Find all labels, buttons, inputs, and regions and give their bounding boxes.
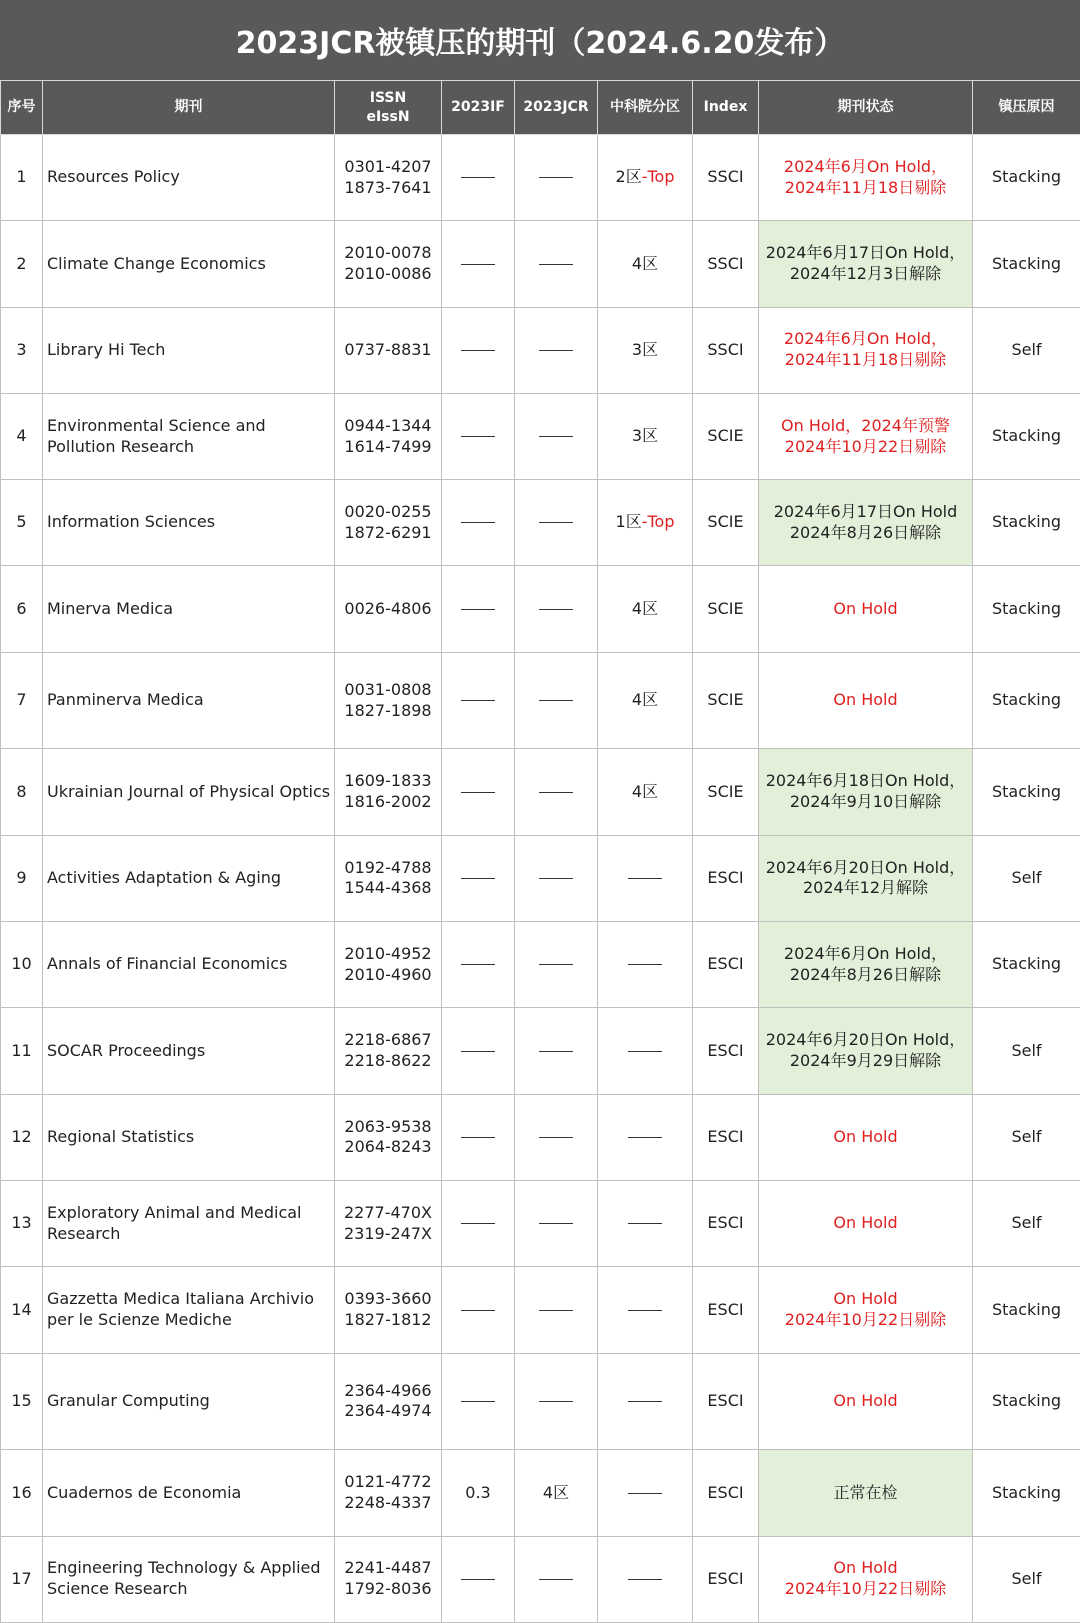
issn-value: 0020-0255 xyxy=(344,502,432,522)
cell-issn xyxy=(335,1450,442,1536)
cell-reason: Self xyxy=(973,1094,1080,1180)
status-line2: 2024年10月22日剔除 xyxy=(784,436,947,456)
status-line1: On Hold xyxy=(833,1126,898,1146)
cell-index: ESCI xyxy=(693,1094,759,1180)
cell-cas xyxy=(598,1008,693,1094)
status-line1: 2024年6月18日On Hold， xyxy=(765,771,966,791)
cell-status xyxy=(759,1008,973,1094)
cell-status xyxy=(759,749,973,835)
empty-dash xyxy=(461,609,495,610)
table-row xyxy=(1,566,1080,652)
empty-dash xyxy=(539,177,573,178)
cas-zone: 4区 xyxy=(631,253,659,273)
empty-dash xyxy=(539,1051,573,1052)
issn-value: 2241-4487 xyxy=(344,1558,432,1578)
cell-issn xyxy=(335,835,442,921)
eissn-value: 1827-1812 xyxy=(344,1309,432,1329)
cell-journal: Ukrainian Journal of Physical Optics xyxy=(43,749,335,835)
cell-index: SSCI xyxy=(693,307,759,393)
status-line2: 2024年9月10日解除 xyxy=(789,792,942,812)
status-line1: 2024年6月20日On Hold， xyxy=(765,857,966,877)
status-line1: 2024年6月On Hold， xyxy=(783,329,948,349)
cell-jcr xyxy=(515,1267,598,1353)
cell-journal: Minerva Medica xyxy=(43,566,335,652)
eissn-value: 2364-4974 xyxy=(344,1401,432,1421)
cell-if xyxy=(442,652,515,749)
cell-no: 6 xyxy=(1,566,43,652)
cas-zone: 4区 xyxy=(631,781,659,801)
cell-if xyxy=(442,1536,515,1622)
cell-no: 3 xyxy=(1,307,43,393)
eissn-value: 2248-4337 xyxy=(344,1492,432,1512)
header-if: 2023IF xyxy=(442,81,515,135)
cell-cas xyxy=(598,922,693,1008)
cell-journal: Cuadernos de Economia xyxy=(43,1450,335,1536)
table-row xyxy=(1,1450,1080,1536)
empty-dash xyxy=(539,964,573,965)
header-jcr: 2023JCR xyxy=(515,81,598,135)
empty-dash xyxy=(461,964,495,965)
cell-if xyxy=(442,835,515,921)
cell-if xyxy=(442,922,515,1008)
eissn-value: 1872-6291 xyxy=(344,522,432,542)
status-line2: 2024年9月29日解除 xyxy=(789,1051,942,1071)
cas-top-badge: -Top xyxy=(641,512,675,532)
cell-no: 1 xyxy=(1,135,43,221)
cell-cas xyxy=(598,749,693,835)
empty-dash xyxy=(461,1137,495,1138)
cell-issn xyxy=(335,1536,442,1622)
table-row xyxy=(1,1008,1080,1094)
cell-index: SCIE xyxy=(693,393,759,479)
cell-journal: Granular Computing xyxy=(43,1353,335,1450)
cell-jcr-value: 4区 xyxy=(542,1482,570,1502)
issn-value: 0301-4207 xyxy=(344,156,432,176)
cell-index: SSCI xyxy=(693,221,759,307)
status-line1: 2024年6月17日On Hold， xyxy=(765,243,966,263)
cell-journal: Information Sciences xyxy=(43,480,335,566)
cas-top-badge: -Top xyxy=(641,167,675,187)
issn-value: 0026-4806 xyxy=(344,598,432,618)
header-issn-line2: eIssN xyxy=(366,108,410,125)
cell-status xyxy=(759,307,973,393)
empty-dash xyxy=(628,964,662,965)
cell-cas xyxy=(598,566,693,652)
issn-value: 2010-4952 xyxy=(344,943,432,963)
eissn-value: 2064-8243 xyxy=(344,1137,432,1157)
empty-dash xyxy=(461,878,495,879)
cell-jcr xyxy=(515,221,598,307)
table-row xyxy=(1,1536,1080,1622)
cell-if xyxy=(442,221,515,307)
cell-cas xyxy=(598,480,693,566)
empty-dash xyxy=(461,1579,495,1580)
cell-cas xyxy=(598,652,693,749)
cell-reason: Self xyxy=(973,1008,1080,1094)
empty-dash xyxy=(628,1051,662,1052)
status-line1: On Hold xyxy=(833,598,898,618)
cell-if xyxy=(442,480,515,566)
cell-status xyxy=(759,566,973,652)
cell-index: SCIE xyxy=(693,480,759,566)
status-line2: 2024年8月26日解除 xyxy=(789,964,942,984)
status-line1: 2024年6月On Hold， xyxy=(783,156,948,176)
cell-journal: Regional Statistics xyxy=(43,1094,335,1180)
eissn-value: 2319-247X xyxy=(344,1223,432,1243)
cell-jcr xyxy=(515,1094,598,1180)
cell-status xyxy=(759,1450,973,1536)
cell-jcr xyxy=(515,393,598,479)
empty-dash xyxy=(539,609,573,610)
empty-dash xyxy=(628,1579,662,1580)
cell-cas xyxy=(598,135,693,221)
cell-index: ESCI xyxy=(693,922,759,1008)
eissn-value: 2010-4960 xyxy=(344,964,432,984)
header-cas: 中科院分区 xyxy=(598,81,693,135)
header-row xyxy=(1,81,1080,135)
cell-index: ESCI xyxy=(693,1267,759,1353)
cell-jcr xyxy=(515,652,598,749)
cell-journal: Annals of Financial Economics xyxy=(43,922,335,1008)
cell-no: 12 xyxy=(1,1094,43,1180)
eissn-value: 1873-7641 xyxy=(344,177,432,197)
cas-zone: 2区 xyxy=(615,167,642,187)
empty-dash xyxy=(539,1401,573,1402)
table-row xyxy=(1,221,1080,307)
eissn-value: 1827-1898 xyxy=(344,700,432,720)
table-row xyxy=(1,922,1080,1008)
cell-jcr xyxy=(515,135,598,221)
header-no: 序号 xyxy=(1,81,43,135)
issn-value: 0031-0808 xyxy=(344,679,432,699)
status-line1: On Hold xyxy=(833,1558,898,1578)
cell-issn xyxy=(335,135,442,221)
table-row xyxy=(1,307,1080,393)
cas-zone: 4区 xyxy=(631,598,659,618)
cell-jcr xyxy=(515,480,598,566)
cell-if xyxy=(442,1353,515,1450)
cell-journal: SOCAR Proceedings xyxy=(43,1008,335,1094)
cell-no: 9 xyxy=(1,835,43,921)
cell-jcr xyxy=(515,1180,598,1266)
table-row xyxy=(1,135,1080,221)
status-line2: 2024年12月3日解除 xyxy=(789,263,942,283)
empty-dash xyxy=(539,792,573,793)
empty-dash xyxy=(628,1310,662,1311)
cell-issn xyxy=(335,749,442,835)
status-line1: 2024年6月On Hold， xyxy=(783,943,948,963)
cell-reason: Stacking xyxy=(973,922,1080,1008)
cell-if xyxy=(442,307,515,393)
cell-if-value: 0.3 xyxy=(465,1482,491,1502)
empty-dash xyxy=(461,1310,495,1311)
cell-reason: Stacking xyxy=(973,480,1080,566)
eissn-value: 1792-8036 xyxy=(344,1579,432,1599)
cell-jcr xyxy=(515,307,598,393)
cell-if xyxy=(442,135,515,221)
cell-status xyxy=(759,1536,973,1622)
cell-issn xyxy=(335,1008,442,1094)
cell-reason: Self xyxy=(973,835,1080,921)
cell-if xyxy=(442,393,515,479)
empty-dash xyxy=(461,522,495,523)
empty-dash xyxy=(461,436,495,437)
cell-index: SCIE xyxy=(693,749,759,835)
cell-reason: Self xyxy=(973,1180,1080,1266)
cell-reason: Stacking xyxy=(973,135,1080,221)
empty-dash xyxy=(461,700,495,701)
header-index: Index xyxy=(693,81,759,135)
cell-jcr xyxy=(515,922,598,1008)
cell-if xyxy=(442,749,515,835)
header-status: 期刊状态 xyxy=(759,81,973,135)
cell-no: 10 xyxy=(1,922,43,1008)
issn-value: 0737-8831 xyxy=(344,339,432,359)
issn-value: 0944-1344 xyxy=(344,415,432,435)
empty-dash xyxy=(539,1310,573,1311)
cas-zone: 3区 xyxy=(631,339,659,359)
cell-status xyxy=(759,1180,973,1266)
cell-cas xyxy=(598,835,693,921)
status-line1: 2024年6月20日On Hold， xyxy=(765,1030,966,1050)
empty-dash xyxy=(461,1401,495,1402)
issn-value: 2063-9538 xyxy=(344,1116,432,1136)
cell-no: 15 xyxy=(1,1353,43,1450)
page-title: 2023JCR被镇压的期刊（2024.6.20发布） xyxy=(0,0,1080,80)
cell-jcr xyxy=(515,1536,598,1622)
journal-table xyxy=(0,80,1080,1623)
cell-status xyxy=(759,480,973,566)
cell-no: 13 xyxy=(1,1180,43,1266)
cell-issn xyxy=(335,480,442,566)
empty-dash xyxy=(628,1401,662,1402)
eissn-value: 2218-8622 xyxy=(344,1051,432,1071)
cell-status xyxy=(759,1094,973,1180)
cell-status xyxy=(759,1267,973,1353)
header-reason: 镇压原因 xyxy=(973,81,1080,135)
cell-cas xyxy=(598,1094,693,1180)
cell-no: 7 xyxy=(1,652,43,749)
cell-index: SSCI xyxy=(693,135,759,221)
status-line1: On Hold xyxy=(833,1289,898,1309)
empty-dash xyxy=(539,878,573,879)
cell-cas xyxy=(598,1267,693,1353)
cell-cas xyxy=(598,1536,693,1622)
cell-issn xyxy=(335,393,442,479)
header-journal: 期刊 xyxy=(43,81,335,135)
empty-dash xyxy=(461,792,495,793)
status-line1: 2024年6月17日On Hold xyxy=(773,502,958,522)
cell-cas xyxy=(598,393,693,479)
cell-jcr xyxy=(515,835,598,921)
cas-zone: 4区 xyxy=(631,690,659,710)
cell-journal: Environmental Science and Pollution Research xyxy=(43,393,335,479)
cell-if xyxy=(442,1267,515,1353)
cell-cas xyxy=(598,221,693,307)
table-row xyxy=(1,1267,1080,1353)
status-line1: On Hold xyxy=(833,1391,898,1411)
cell-cas xyxy=(598,307,693,393)
cell-jcr xyxy=(515,1353,598,1450)
empty-dash xyxy=(628,1493,662,1494)
cell-journal: Engineering Technology & Applied Science Research xyxy=(43,1536,335,1622)
cell-reason: Self xyxy=(973,307,1080,393)
cell-issn xyxy=(335,1094,442,1180)
cell-cas xyxy=(598,1180,693,1266)
cell-no: 14 xyxy=(1,1267,43,1353)
cell-journal: Activities Adaptation & Aging xyxy=(43,835,335,921)
empty-dash xyxy=(539,1579,573,1580)
cell-issn xyxy=(335,1353,442,1450)
cell-index: ESCI xyxy=(693,835,759,921)
cell-reason: Stacking xyxy=(973,221,1080,307)
table-row xyxy=(1,835,1080,921)
table-row xyxy=(1,1094,1080,1180)
cell-index: ESCI xyxy=(693,1008,759,1094)
cell-issn xyxy=(335,1267,442,1353)
empty-dash xyxy=(539,700,573,701)
cell-if xyxy=(442,1008,515,1094)
cell-issn xyxy=(335,221,442,307)
status-line2: 2024年10月22日剔除 xyxy=(784,1309,947,1329)
empty-dash xyxy=(539,1137,573,1138)
status-line1: On Hold xyxy=(833,690,898,710)
table-row xyxy=(1,749,1080,835)
status-line2: 2024年10月22日剔除 xyxy=(784,1579,947,1599)
eissn-value: 1614-7499 xyxy=(344,436,432,456)
cell-jcr xyxy=(515,566,598,652)
status-line1: 正常在检 xyxy=(833,1482,898,1502)
cell-reason: Stacking xyxy=(973,1353,1080,1450)
cell-no: 5 xyxy=(1,480,43,566)
eissn-value: 1816-2002 xyxy=(344,792,432,812)
cell-journal: Resources Policy xyxy=(43,135,335,221)
cell-journal: Library Hi Tech xyxy=(43,307,335,393)
empty-dash xyxy=(461,177,495,178)
cell-index: ESCI xyxy=(693,1450,759,1536)
issn-value: 2364-4966 xyxy=(344,1380,432,1400)
cell-reason: Stacking xyxy=(973,652,1080,749)
empty-dash xyxy=(461,1051,495,1052)
cell-jcr xyxy=(515,1450,598,1536)
issn-value: 0121-4772 xyxy=(344,1472,432,1492)
header-issn xyxy=(335,81,442,135)
cell-status xyxy=(759,922,973,1008)
cell-status xyxy=(759,652,973,749)
cell-issn xyxy=(335,566,442,652)
table-row xyxy=(1,652,1080,749)
cell-reason: Self xyxy=(973,1536,1080,1622)
empty-dash xyxy=(539,436,573,437)
cell-no: 16 xyxy=(1,1450,43,1536)
status-line1: On Hold xyxy=(833,1213,898,1233)
cas-zone: 1区 xyxy=(615,512,642,532)
empty-dash xyxy=(461,1223,495,1224)
cell-reason: Stacking xyxy=(973,1450,1080,1536)
empty-dash xyxy=(628,1137,662,1138)
empty-dash xyxy=(628,1223,662,1224)
cell-if xyxy=(442,566,515,652)
issn-value: 2010-0078 xyxy=(344,243,432,263)
issn-value: 1609-1833 xyxy=(344,771,432,791)
cell-if xyxy=(442,1180,515,1266)
table-row xyxy=(1,1180,1080,1266)
cell-if xyxy=(442,1094,515,1180)
cell-jcr xyxy=(515,749,598,835)
status-line2: 2024年8月26日解除 xyxy=(789,522,942,542)
cell-no: 11 xyxy=(1,1008,43,1094)
cell-cas xyxy=(598,1450,693,1536)
cell-issn xyxy=(335,1180,442,1266)
status-line1: On Hold，2024年预警 xyxy=(781,415,950,435)
eissn-value: 2010-0086 xyxy=(344,263,432,283)
cell-status xyxy=(759,221,973,307)
table-row xyxy=(1,480,1080,566)
header-issn-line1: ISSN xyxy=(369,89,407,106)
cell-no: 8 xyxy=(1,749,43,835)
issn-value: 2277-470X xyxy=(344,1202,432,1222)
cell-no: 2 xyxy=(1,221,43,307)
cell-index: ESCI xyxy=(693,1180,759,1266)
cell-jcr xyxy=(515,1008,598,1094)
eissn-value: 1544-4368 xyxy=(344,878,432,898)
cell-journal: Exploratory Animal and Medical Research xyxy=(43,1180,335,1266)
cell-no: 17 xyxy=(1,1536,43,1622)
empty-dash xyxy=(628,878,662,879)
cell-journal: Climate Change Economics xyxy=(43,221,335,307)
cell-index: ESCI xyxy=(693,1536,759,1622)
status-line2: 2024年11月18日剔除 xyxy=(784,350,947,370)
empty-dash xyxy=(539,1223,573,1224)
cell-index: ESCI xyxy=(693,1353,759,1450)
cell-journal: Panminerva Medica xyxy=(43,652,335,749)
cell-index: SCIE xyxy=(693,652,759,749)
cell-status xyxy=(759,135,973,221)
issn-value: 2218-6867 xyxy=(344,1030,432,1050)
cell-no: 4 xyxy=(1,393,43,479)
empty-dash xyxy=(539,264,573,265)
cell-reason: Stacking xyxy=(973,749,1080,835)
cell-reason: Stacking xyxy=(973,1267,1080,1353)
status-line2: 2024年11月18日剔除 xyxy=(784,177,947,197)
cell-issn xyxy=(335,652,442,749)
issn-value: 0192-4788 xyxy=(344,857,432,877)
cell-issn xyxy=(335,307,442,393)
issn-value: 0393-3660 xyxy=(344,1289,432,1309)
status-line2: 2024年12月解除 xyxy=(802,878,929,898)
cell-cas xyxy=(598,1353,693,1450)
cell-reason: Stacking xyxy=(973,393,1080,479)
cell-issn xyxy=(335,922,442,1008)
empty-dash xyxy=(539,350,573,351)
empty-dash xyxy=(461,350,495,351)
empty-dash xyxy=(461,264,495,265)
cell-reason: Stacking xyxy=(973,566,1080,652)
empty-dash xyxy=(539,522,573,523)
cell-index: SCIE xyxy=(693,566,759,652)
cell-if xyxy=(442,1450,515,1536)
cell-status xyxy=(759,835,973,921)
table-row xyxy=(1,1353,1080,1450)
cell-journal: Gazzetta Medica Italiana Archivio per le Scienze Mediche xyxy=(43,1267,335,1353)
cas-zone: 3区 xyxy=(631,426,659,446)
cell-status xyxy=(759,393,973,479)
table-row xyxy=(1,393,1080,479)
cell-status xyxy=(759,1353,973,1450)
